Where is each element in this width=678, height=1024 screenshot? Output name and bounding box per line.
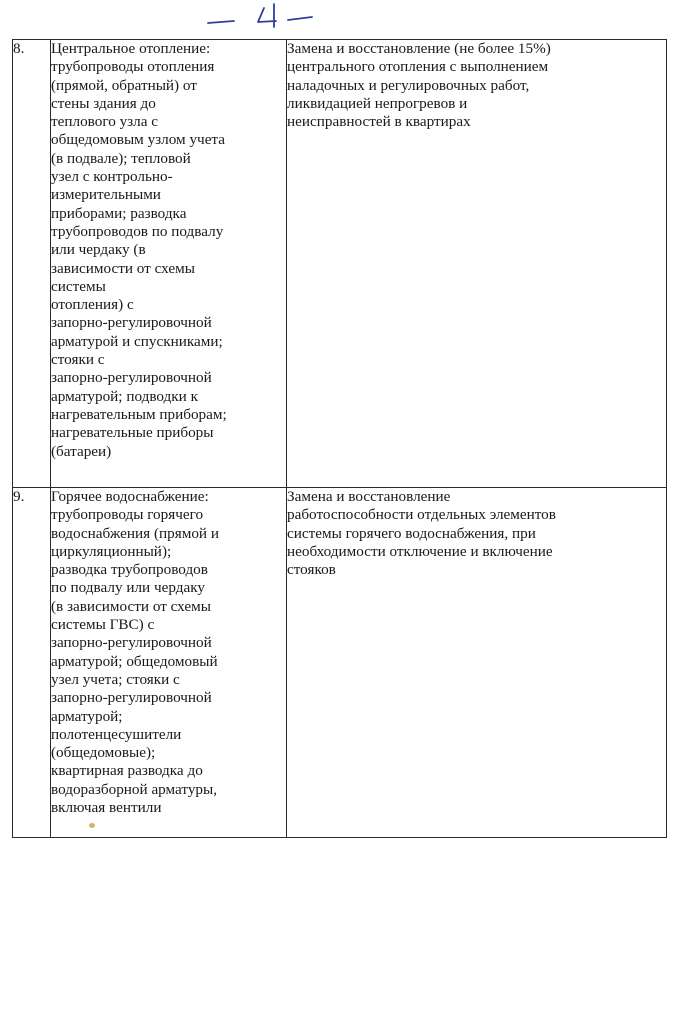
- text-line: стены здания до: [51, 94, 156, 112]
- text-line: теплового узла с: [51, 113, 159, 131]
- text-line: или чердаку (в: [51, 241, 146, 259]
- text-line: узел с контрольно-: [51, 168, 173, 186]
- text-line: Центральное отопление:: [51, 40, 211, 57]
- text-line: по подвалу или чердаку: [51, 579, 205, 597]
- text-line: (в подвале); тепловой: [51, 149, 191, 167]
- ink-smudge: [89, 823, 95, 828]
- text-line: полотенцесушители: [51, 725, 182, 743]
- element-description: [51, 488, 287, 838]
- text-line: трубопроводов по подвалу: [51, 222, 224, 240]
- text-line: системы: [51, 277, 106, 295]
- text-line: (батареи): [51, 442, 112, 460]
- handwritten-page-number: [204, 0, 324, 32]
- text-line: арматурой и спускниками;: [51, 332, 223, 350]
- text-line: арматурой; подводки к: [51, 387, 198, 405]
- text-line: общедомовым узлом учета: [51, 131, 225, 149]
- text-line: трубопроводы горячего: [51, 506, 204, 524]
- text-line: запорно-регулировочной: [51, 369, 212, 387]
- text-line: неисправностей в квартирах: [287, 113, 471, 131]
- work-description: [287, 488, 667, 838]
- works-table: [12, 39, 667, 838]
- text-line: ликвидацией непрогревов и: [287, 94, 468, 112]
- text-line: нагревательным приборам;: [51, 405, 227, 423]
- text-line: необходимости отключение и включение: [287, 542, 553, 560]
- text-line: отопления) с: [51, 296, 134, 314]
- text-line: арматурой;: [51, 707, 123, 725]
- text-line: запорно-регулировочной: [51, 689, 212, 707]
- text-line: стояков: [287, 561, 336, 579]
- text-line: трубопроводы отопления: [51, 58, 215, 76]
- text-line: системы горячего водоснабжения, при: [287, 524, 536, 542]
- row-number: 9.: [13, 488, 51, 838]
- row-number: 8.: [13, 40, 51, 488]
- work-description: [287, 40, 667, 488]
- text-line: зависимости от схемы: [51, 259, 195, 277]
- text-line: наладочных и регулировочных работ,: [287, 76, 530, 94]
- text-line: (в зависимости от схемы: [51, 597, 211, 615]
- text-line: водоразборной арматуры,: [51, 780, 218, 798]
- text-line: разводка трубопроводов: [51, 561, 208, 579]
- text-line: центрального отопления с выполнением: [287, 58, 549, 76]
- text-line: арматурой; общедомовый: [51, 652, 218, 670]
- text-line: системы ГВС) с: [51, 616, 155, 634]
- element-description: [51, 40, 287, 488]
- text-line: (общедомовые);: [51, 744, 156, 762]
- text-line: Горячее водоснабжение:: [51, 488, 209, 505]
- text-line: включая вентили: [51, 799, 162, 817]
- text-line: (прямой, обратный) от: [51, 76, 197, 94]
- text-line: запорно-регулировочной: [51, 314, 212, 332]
- text-line: водоснабжения (прямой и: [51, 524, 219, 542]
- text-line: работоспособности отдельных элементов: [287, 506, 556, 524]
- table-row: [13, 40, 667, 488]
- text-line: циркуляционный);: [51, 542, 172, 560]
- text-line: стояки с: [51, 351, 105, 369]
- table-row: [13, 488, 667, 838]
- handwritten-page-number-mark: [204, 0, 324, 32]
- text-line: Замена и восстановление (не более 15%): [287, 40, 551, 57]
- text-line: приборами; разводка: [51, 204, 187, 222]
- text-line: нагревательные приборы: [51, 424, 214, 442]
- text-line: квартирная разводка до: [51, 762, 203, 780]
- text-line: Замена и восстановление: [287, 488, 451, 505]
- text-line: запорно-регулировочной: [51, 634, 212, 652]
- text-line: узел учета; стояки с: [51, 670, 180, 688]
- text-line: измерительными: [51, 186, 161, 204]
